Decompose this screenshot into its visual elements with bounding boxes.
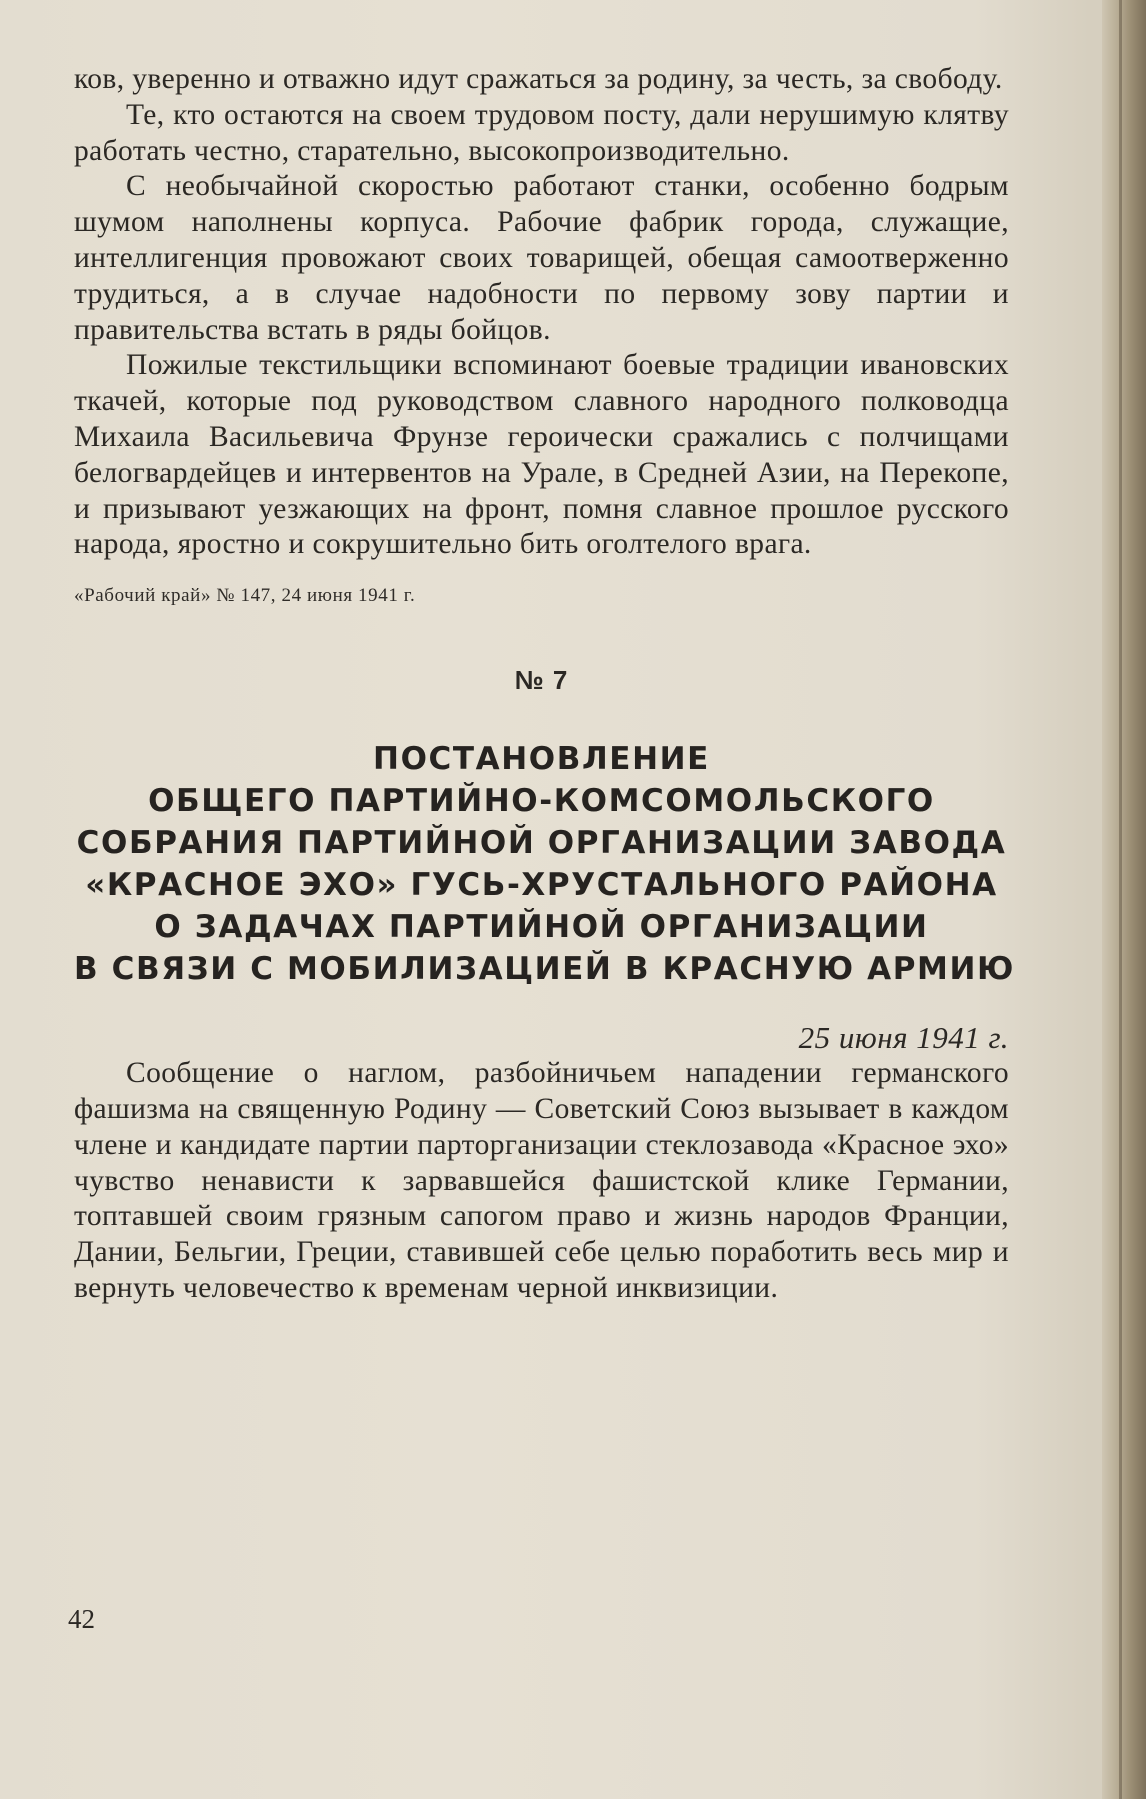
page-number: 42 — [68, 1604, 95, 1634]
book-gutter — [1102, 0, 1146, 1799]
heading-line: «КРАСНОЕ ЭХО» ГУСЬ-ХРУСТАЛЬНОГО РАЙОНА — [85, 867, 998, 904]
paragraph-weavers: Пожилые текстильщики вспоминают боевые традиции ивановских ткачей, которые под руководством славного народного полководца Михаила Васильевича Фрунзе героически сражались с полчищами белогвардейцев и интервентов на Урале, в Средней Азии, на Перекопе, и призывают уезжающих на фронт, помня славное прошлое русского народа, яростно и сокрушительно бить оголтелого врага. — [74, 349, 1009, 561]
heading-line: СОБРАНИЯ ПАРТИЙНОЙ ОРГАНИЗАЦИИ ЗАВОДА — [76, 825, 1007, 862]
paragraph-factories: С необычайной скоростью работают станки, особенно бодрым шумом наполнены корпуса. Рабочие фабрик города, служащие, интеллигенция провожают своих товарищей, обещая самоотверженно трудиться, а в случае надобности по первому зову партии и правительства встать в ряды бойцов. — [74, 170, 1009, 346]
document-heading — [74, 738, 1016, 990]
gutter-fold — [1119, 0, 1122, 1799]
page-content — [74, 62, 1016, 1307]
paragraph-continuation: ков, уверенно и отважно идут сражаться за родину, за честь, за свободу. — [74, 63, 1003, 95]
heading-line: В СВЯЗИ С МОБИЛИЗАЦИЕЙ В КРАСНУЮ АРМИЮ — [74, 951, 1016, 988]
heading-line: ПОСТАНОВЛЕНИЕ — [373, 741, 710, 778]
heading-line: ОБЩЕГО ПАРТИЙНО-КОМСОМОЛЬСКОГО — [148, 783, 935, 820]
resolution-paragraph: Сообщение о наглом, разбойничьем нападении германского фашизма на священную Родину — Советский Союз вызывает в каждом члене и кандидате партии парторганизации стеклозавода «Красное эхо» чувство ненависти к зарвавшейся фашистской клике Германии, топтавшей своим грязным сапогом право и жизнь народов Франции, Дании, Бельгии, Греции, ставившей себе целью поработить весь мир и вернуть человечество к временам черной инквизиции. — [74, 1057, 1009, 1304]
source-citation: «Рабочий край» № 147, 24 июня 1941 г. — [74, 585, 416, 607]
paragraph-oath: Те, кто остаются на своем трудовом посту, дали нерушимую клятву работать честно, старательно, высокопроизводительно. — [74, 98, 1009, 167]
document-date: 25 июня 1941 г. — [798, 1020, 1009, 1056]
heading-line: О ЗАДАЧАХ ПАРТИЙНОЙ ОРГАНИЗАЦИИ — [154, 909, 929, 946]
document-number: № 7 — [514, 665, 569, 696]
